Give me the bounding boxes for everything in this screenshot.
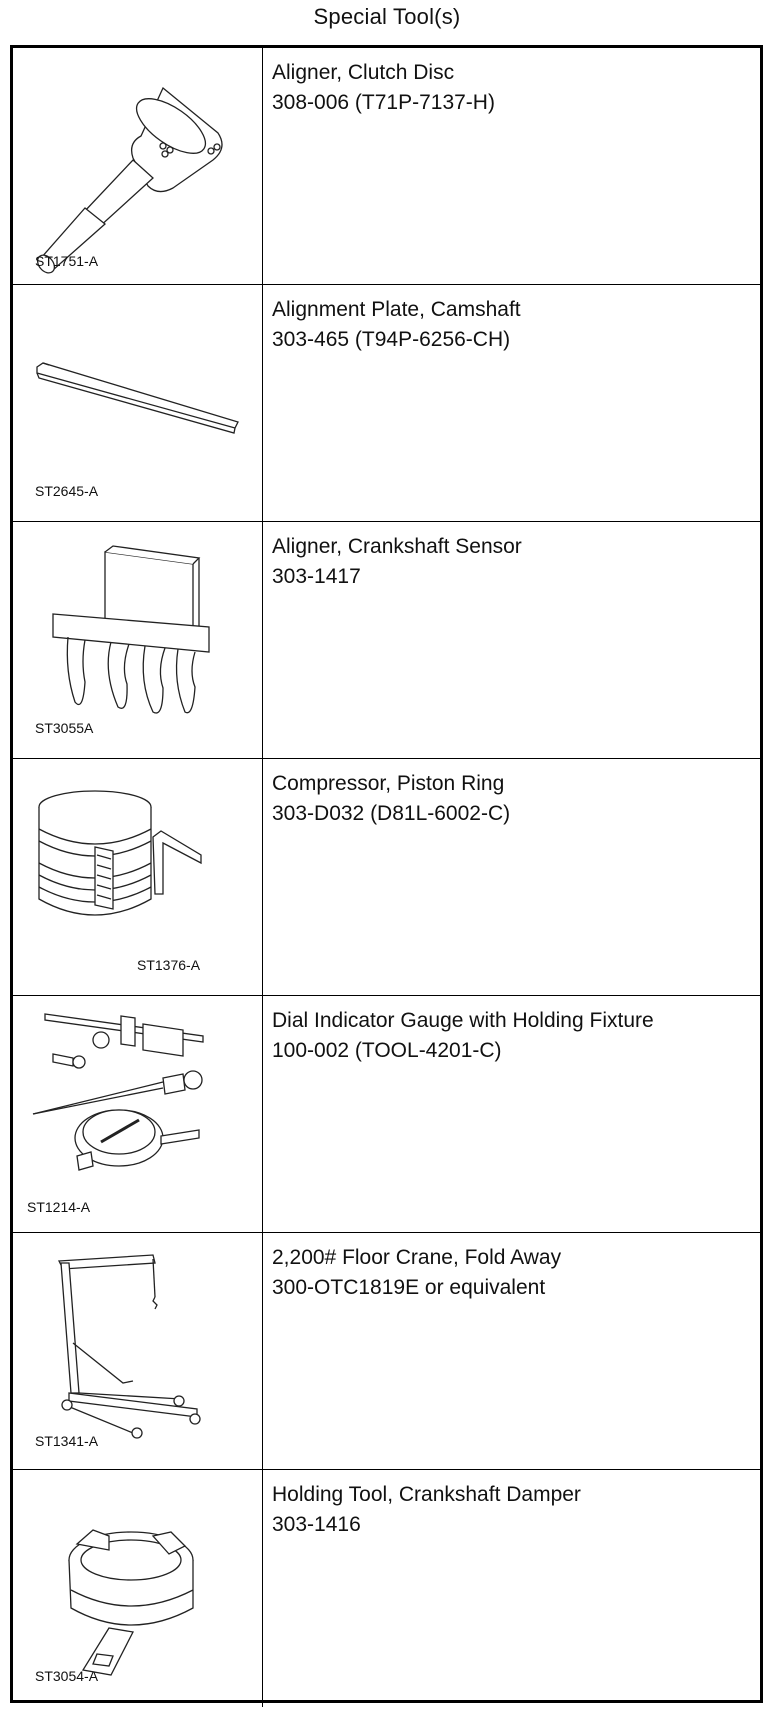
tool-image-cell [13,1233,263,1469]
tool-description [263,1470,760,1717]
tool-image-cell [13,48,263,284]
tool-image-cell [13,996,263,1232]
tool-name: Compressor, Piston Ring [272,772,505,795]
tool-row [13,996,760,1233]
tool-description [263,522,760,768]
tool-row [13,1470,760,1707]
tool-description [263,1233,760,1479]
clutch-aligner-icon [13,48,263,284]
tool-name: Dial Indicator Gauge with Holding Fixture [272,1009,654,1032]
tool-description [263,759,760,1005]
tool-row [13,522,760,759]
tool-code: ST2645-A [35,483,99,499]
tool-image-cell [13,759,263,995]
tool-number: 303-1416 [272,1513,361,1536]
tool-name: Aligner, Clutch Disc [272,61,455,84]
tool-name: Holding Tool, Crankshaft Damper [272,1483,581,1506]
tool-row [13,285,760,522]
tool-number: 303-1417 [272,565,361,588]
tool-number: 303-D032 (D81L-6002-C) [272,802,511,825]
tool-code: ST1751-A [35,253,99,269]
dial-indicator-icon [13,996,263,1232]
page-title: Special Tool(s) [313,4,461,29]
tool-name: Aligner, Crankshaft Sensor [272,535,522,558]
tool-number: 300-OTC1819E or equivalent [272,1276,546,1299]
tool-row [13,48,760,285]
tool-row [13,1233,760,1470]
tool-number: 303-465 (T94P-6256-CH) [272,328,511,351]
tool-code: ST3054-A [35,1668,99,1684]
tool-number: 308-006 (T71P-7137-H) [272,91,495,114]
tool-name: Alignment Plate, Camshaft [272,298,521,321]
tool-code: ST1376-A [137,957,201,973]
tool-image-cell [13,522,263,758]
tool-description [263,285,760,531]
tool-name: 2,200# Floor Crane, Fold Away [272,1246,562,1269]
tool-description [263,996,760,1242]
tool-image-cell [13,1470,263,1707]
tool-code: ST3055A [35,720,94,736]
special-tools-table [10,45,763,1703]
tool-code: ST1214-A [27,1199,91,1215]
tool-code: ST1341-A [35,1433,99,1449]
tool-description [263,48,760,294]
tool-image-cell [13,285,263,521]
tool-number: 100-002 (TOOL-4201-C) [272,1039,502,1062]
tool-row [13,759,760,996]
